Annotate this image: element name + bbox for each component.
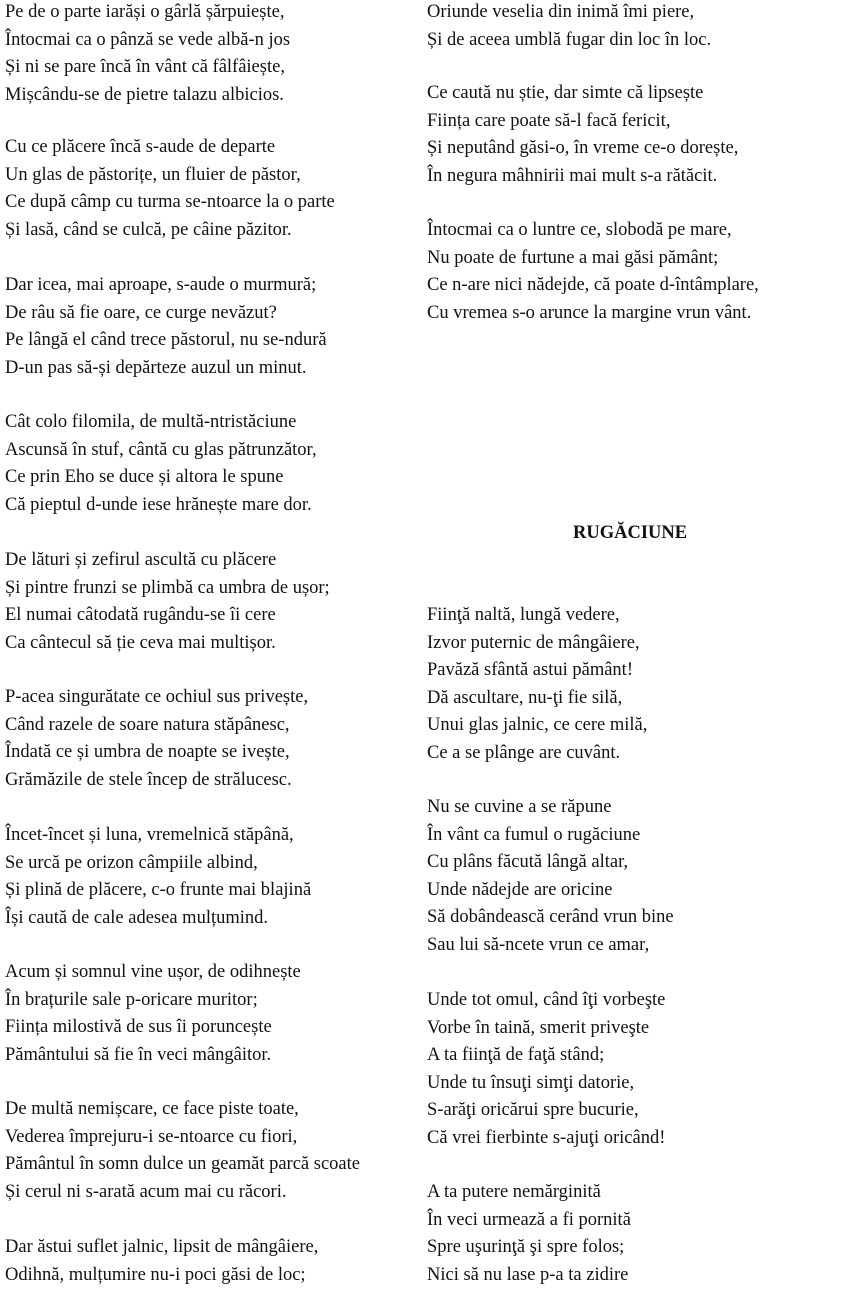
poem-line: Ascunsă în stuf, cântă cu glas pătrunzător, [5, 439, 317, 460]
poem-line: Încet-încet și luna, vremelnică stăpână, [5, 825, 294, 845]
poem-line: Să dobândească cerând vrun bine [427, 907, 674, 927]
poem-line: Își caută de cale adesea mulțumind. [5, 907, 269, 928]
stanza [427, 217, 759, 327]
poem-line: Ce după câmp cu turma se-ntoarce la o parte [5, 192, 335, 212]
poem-line: Ce a se plânge are cuvânt. [427, 742, 621, 763]
poem-line: A ta putere nemărginită [427, 1182, 601, 1202]
poem-line: D-un pas să-și depărteze auzul un minut. [5, 357, 307, 378]
poem-line: În vânt ca fumul o rugăciune [427, 824, 641, 845]
poem-line: Fiinţă naltă, lungă vedere, [427, 605, 620, 625]
poem-line: Îndată ce și umbra de noapte se ivește, [5, 742, 290, 762]
poem-line: Nu poate de furtune a mai găsi pământ; [427, 247, 719, 268]
poem-line: Acum și somnul vine ușor, de odihnește [5, 962, 301, 982]
poem-line: Și de aceea umblă fugar din loc în loc. [427, 29, 712, 50]
poem-line: Și ni se pare încă în vânt că fâlfâiește, [5, 57, 285, 77]
poem-line: Că vrei fierbinte s-ajuţi oricând! [427, 1127, 666, 1148]
poem-line: Unde tot omul, când îţi vorbeşte [427, 990, 666, 1010]
stanza [5, 0, 290, 109]
poem-line: Vorbe în taină, smerit priveşte [427, 1017, 650, 1038]
stanza [427, 1179, 631, 1289]
poem-line: În brațurile sale p-oricare muritor; [5, 989, 258, 1010]
poem-line: Cu vremea s-o arunce la margine vrun vânt. [427, 302, 752, 323]
poem-line: Unde tu însuţi simţi datorie, [427, 1072, 635, 1093]
poem-line: P-acea singurătate ce ochiul sus privește, [5, 687, 309, 707]
poem-line: Dar ăstui suflet jalnic, lipsit de mângâiere, [5, 1237, 319, 1257]
stanza [427, 0, 711, 54]
stanza [5, 959, 301, 1069]
poem-line: Ca cântecul să ție ceva mai multișor. [5, 632, 276, 653]
stanza [5, 1096, 360, 1206]
poem-line: Unde nădejde are oricine [427, 879, 613, 900]
poem-line: Și plină de plăcere, c-o frunte mai blajină [5, 880, 312, 900]
poem-line: Se urcă pe orizon câmpiile albind, [5, 852, 258, 873]
poem-line: Cât colo filomila, de multă-ntristăciune [5, 412, 297, 432]
poem-line: De lături și zefirul ascultă cu plăcere [5, 550, 277, 570]
stanza [5, 272, 327, 382]
poem-line: A ta fiinţă de faţă stând; [427, 1045, 605, 1065]
poem-line: Pavăză sfântă astui pământ! [427, 660, 633, 680]
poem-line: Odihnă, mulțumire nu-i poci găsi de loc; [5, 1264, 306, 1285]
poem-line: În veci urmează a fi pornită [427, 1209, 631, 1230]
stanza [5, 409, 317, 519]
poem-line: Pe lângă el când trece păstorul, nu se-ndură [5, 330, 327, 350]
poem-line: Întocmai ca o luntre ce, slobodă pe mare, [427, 220, 732, 240]
stanza [5, 822, 311, 932]
poem-line: Izvor puternic de mângâiere, [427, 632, 640, 653]
poem-line: Pe de o parte iarăși o gârlă șărpuiește, [5, 2, 285, 22]
poem-line: Vederea împrejuru-i se-ntoarce cu fiori, [5, 1126, 298, 1147]
poem-line: Mișcându-se de pietre talazu albicios. [5, 84, 284, 105]
poem-line: Când razele de soare natura stăpânesc, [5, 714, 290, 735]
poem-line: Grămăzile de stele încep de strălucesc. [5, 769, 292, 790]
poem-line: Ce n-are nici nădejde, că poate d-întâmplare, [427, 275, 759, 295]
stanza [427, 80, 738, 190]
poem-line: Sau lui să-ncete vrun ce amar, [427, 934, 650, 955]
poem-line: Ce caută nu știe, dar simte că lipsește [427, 83, 704, 103]
poem-line: Un glas de păstorițe, un fluier de păstor, [5, 164, 301, 185]
poem-line: Și pintre frunzi se plimbă ca umbra de ușor; [5, 577, 330, 598]
stanza [5, 1234, 318, 1289]
stanza [5, 684, 308, 794]
stanza [5, 547, 330, 657]
poem-title: RUGĂCIUNE [573, 523, 688, 543]
poem-line: Pământului să fie în veci mângâitor. [5, 1044, 272, 1065]
poem-line: S-arăţi oricărui spre bucurie, [427, 1100, 639, 1120]
stanza [5, 134, 335, 244]
poem-line: Spre uşurinţă şi spre folos; [427, 1237, 625, 1257]
poem-line: Dă ascultare, nu-ţi fie silă, [427, 687, 623, 708]
poem-line: Nici să nu lase p-a ta zidire [427, 1264, 629, 1285]
poem-line: Cu ce plăcere încă s-aude de departe [5, 137, 276, 157]
poem-line: Pământul în somn dulce un geamăt parcă scoate [5, 1154, 360, 1174]
poem-line: De râu să fie oare, ce curge nevăzut? [5, 302, 277, 323]
poem-line: Întocmai ca o pânză se vede albă-n jos [5, 29, 291, 50]
poem-line: Oriunde veselia din inimă îmi piere, [427, 2, 695, 22]
poem-line: El numai câtodată rugându-se îi cere [5, 605, 276, 625]
poem-line: În negura mâhnirii mai mult s-a rătăcit. [427, 165, 718, 186]
poem-line: Că pieptul d-unde iese hrănește mare dor. [5, 494, 312, 515]
poem-line: Ce prin Eho se duce și altora le spune [5, 467, 284, 487]
stanza [427, 602, 647, 767]
poem-line: Și cerul ni s-arată acum mai cu răcori. [5, 1181, 287, 1202]
poem-line: Ființa care poate să-l facă fericit, [427, 110, 671, 131]
poem-line: Nu se cuvine a se răpune [427, 797, 612, 817]
poem-line: Și lasă, când se culcă, pe câine păzitor. [5, 219, 292, 240]
poem-line: Unui glas jalnic, ce cere milă, [427, 715, 648, 735]
poem-line: Dar icea, mai aproape, s-aude o murmură; [5, 275, 317, 295]
stanza [427, 987, 665, 1152]
poem-line: Ființa milostivă de sus îi poruncește [5, 1017, 272, 1037]
stanza [427, 794, 674, 959]
poem-line: De multă nemișcare, ce face piste toate, [5, 1099, 299, 1119]
poem-line: Cu plâns făcută lângă altar, [427, 852, 629, 872]
poem-line: Și neputând găsi-o, în vreme ce-o dorește, [427, 138, 739, 158]
